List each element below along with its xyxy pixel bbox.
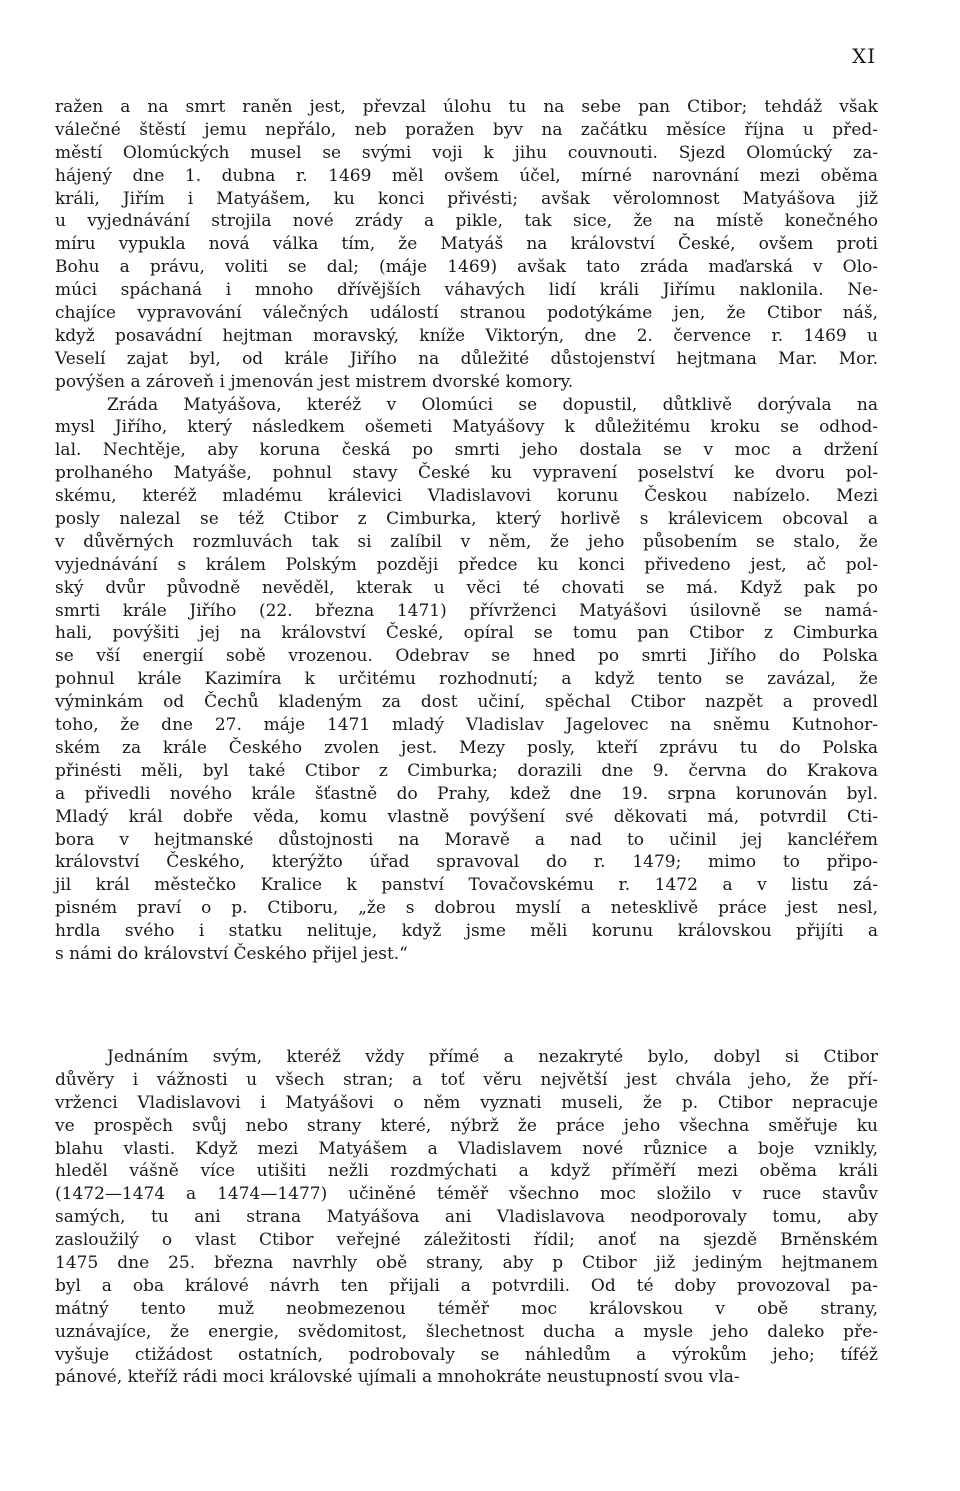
text-line: bora v hejtmanské důstojnosti na Moravě a nad to učinil jej kancléřem — [55, 829, 878, 850]
paragraph — [55, 394, 878, 966]
text-line: mátný tento muž neobmezenou téměř moc královskou v obě strany, — [55, 1298, 878, 1319]
text-line: skému, kteréž mladému králevici Vladislavovi korunu Českou nabízelo. Mezi — [55, 486, 878, 507]
text-line: vyjednávání s králem Polským později předce ku konci přivedeno jest, ač pol- — [55, 554, 878, 575]
text-line: hali, povýšiti jej na království České, opíral se tomu pan Ctibor z Cimburka — [55, 623, 878, 644]
text-line: království Českého, kterýžto úřad spravoval do r. 1479; mimo to připo- — [55, 852, 878, 873]
text-line: hleděl vášně více utišiti nežli rozdmýchati a když příměří mezi oběma králi — [55, 1161, 878, 1182]
text-line: prolhaného Matyáše, pohnul stavy České ku vypravení poselství ke dvoru pol- — [55, 463, 878, 484]
text-line: blahu vlasti. Když mezi Matyášem a Vladislavem nové různice a boje vznikly, — [55, 1138, 878, 1159]
text-line: u vyjednávání strojila nové zrády a pikle, tak sice, že na místě konečného — [55, 211, 878, 232]
text-line: uznávajíce, že energie, svědomitost, šlechetnost ducha a mysle jeho daleko pře- — [55, 1321, 878, 1342]
text-line: byl a oba králové návrh ten přijali a potvrdili. Od té doby provozoval pa- — [55, 1275, 878, 1296]
text-line: míru vypukla nová válka tím, že Matyáš na království České, ovšem proti — [55, 234, 878, 255]
main-text-lower — [55, 1046, 878, 1389]
text-line: 1475 dne 25. března navrhly obě strany, aby p Ctibor již jediným hejtmanem — [55, 1253, 878, 1274]
text-line: přinésti měli, byl také Ctibor z Cimburka; dorazili dne 9. června do Krakova — [55, 760, 878, 781]
text-line: chajíce vypravování válečných událostí stranou podotýkáme jen, že Ctibor náš, — [55, 303, 878, 324]
text-line: zasloužilý o vlast Ctibor veřejné záležitosti řídil; anoť na sjezdě Brněnském — [55, 1230, 878, 1251]
text-line: výminkám od Čechů kladeným za dost učiní, spěchal Ctibor nazpět a provedl — [55, 692, 878, 713]
text-line: múci spáchaná i mnoho dřívějších váhavých lidí králi Jiřímu naklonila. Ne- — [55, 280, 878, 301]
text-line: Mladý král dobře věda, komu vlastně povýšení své děkovati má, potvrdil Cti- — [55, 806, 878, 827]
text-line: Bohu a právu, voliti se dal; (máje 1469) avšak tato zráda maďarská v Olo- — [55, 257, 878, 278]
text-line: smrti krále Jiřího (22. března 1471) přívrženci Matyášovi úsilovně se namá- — [55, 600, 878, 621]
text-line: a přivedli nového krále šťastně do Prahy, kdež dne 19. srpna korunován byl. — [55, 783, 878, 804]
text-line: důvěry i vážnosti u všech stran; a toť věru největší jest chvála jeho, že pří- — [55, 1069, 878, 1090]
text-line: se vší energií sobě vrozenou. Odebrav se hned po smrti Jiřího do Polska — [55, 646, 878, 667]
text-line: Veselí zajat byl, od krále Jiřího na důležité důstojenství hejtmana Mar. Mor. — [55, 348, 878, 369]
text-line: jil král městečko Kralice k panství Tovačovskému r. 1472 a v listu zá- — [55, 875, 878, 896]
text-line: hájený dne 1. dubna r. 1469 měl ovšem účel, mírné narovnání mezi oběma — [55, 165, 878, 186]
text-line: městí Olomúckých musel se svými voji k jihu couvnouti. Sjezd Olomúcký za- — [55, 142, 878, 163]
text-line: pohnul krále Kazimíra k určitému rozhodnutí; a když tento se zavázal, že — [55, 669, 878, 690]
text-line: v důvěrných rozmluvách tak si zalíbil v něm, že jeho působením se stalo, že — [55, 531, 878, 552]
text-line: vyšuje ctižádost ostatních, podrobovaly se náhledům a výrokům jeho; tíféž — [55, 1344, 878, 1365]
text-line: povýšen a zároveň i jmenován jest mistrem dvorské komory. — [55, 371, 574, 392]
text-line: posly nalezal se též Ctibor z Cimburka, který horlivě s králevicem obcoval a — [55, 509, 878, 530]
text-line: ský dvůr původně nevěděl, kterak u věci té chovati se má. Když pak po — [55, 577, 878, 598]
text-line: s námi do království Českého přijel jest.“ — [55, 943, 408, 964]
text-line: ském za krále Českého zvolen jest. Mezy posly, kteří zprávu tu do Polska — [55, 737, 878, 758]
text-line: válečné štěstí jemu nepřálo, neb poražen byv na začátku měsíce října u před- — [55, 119, 878, 140]
text-line: samých, tu ani strana Matyášova ani Vladislavova neodporovaly tomu, aby — [55, 1207, 878, 1228]
text-line: (1472—1474 a 1474—1477) učiněné téměř všechno moc složilo v ruce stavův — [55, 1184, 878, 1205]
paragraph — [55, 96, 878, 394]
text-line: ve prospěch svůj nebo strany které, nýbrž že práce jeho všechna směřuje ku — [55, 1115, 878, 1136]
page-number: XI — [852, 44, 877, 68]
text-line: Jednáním svým, kteréž vždy přímé a nezakryté bylo, dobyl si Ctibor — [107, 1047, 878, 1067]
text-line: Zráda Matyášova, kteréž v Olomúci se dopustil, důtklivě dorývala na — [107, 394, 878, 415]
text-line: lal. Nechtěje, aby koruna česká po smrti jeho dostala se v moc a držení — [55, 440, 878, 461]
text-line: mysl Jiřího, který následkem ošemeti Matyášovy k důležitému kroku se odhod- — [55, 417, 878, 438]
text-line: ražen a na smrt raněn jest, převzal úlohu tu na sebe pan Ctibor; tehdáž však — [55, 97, 878, 117]
text-line: pánové, kteříž rádi moci královské ujímali a mnohokráte neustupností svou vla- — [55, 1367, 740, 1388]
text-line: králi, Jiřím i Matyášem, ku konci přivésti; avšak věrolomnost Matyášova již — [55, 188, 878, 209]
text-line: toho, že dne 27. máje 1471 mladý Vladislav Jagelovec na sněmu Kutnohor- — [55, 715, 878, 736]
text-line: vrženci Vladislavovi i Matyášovi o něm vyznati museli, že p. Ctibor nepracuje — [55, 1092, 878, 1113]
text-line: když posavádní hejtman moravský, kníže Viktorýn, dne 2. července r. 1469 u — [55, 325, 878, 346]
paragraph — [55, 1046, 878, 1389]
text-line: hrdla svého i statku nelituje, když jsme měli korunu královskou přijíti a — [55, 921, 878, 942]
text-line: pisném praví o p. Ctiboru, „že s dobrou myslí a netesklivě práce jest nesl, — [55, 898, 878, 919]
main-text-upper — [55, 96, 878, 966]
